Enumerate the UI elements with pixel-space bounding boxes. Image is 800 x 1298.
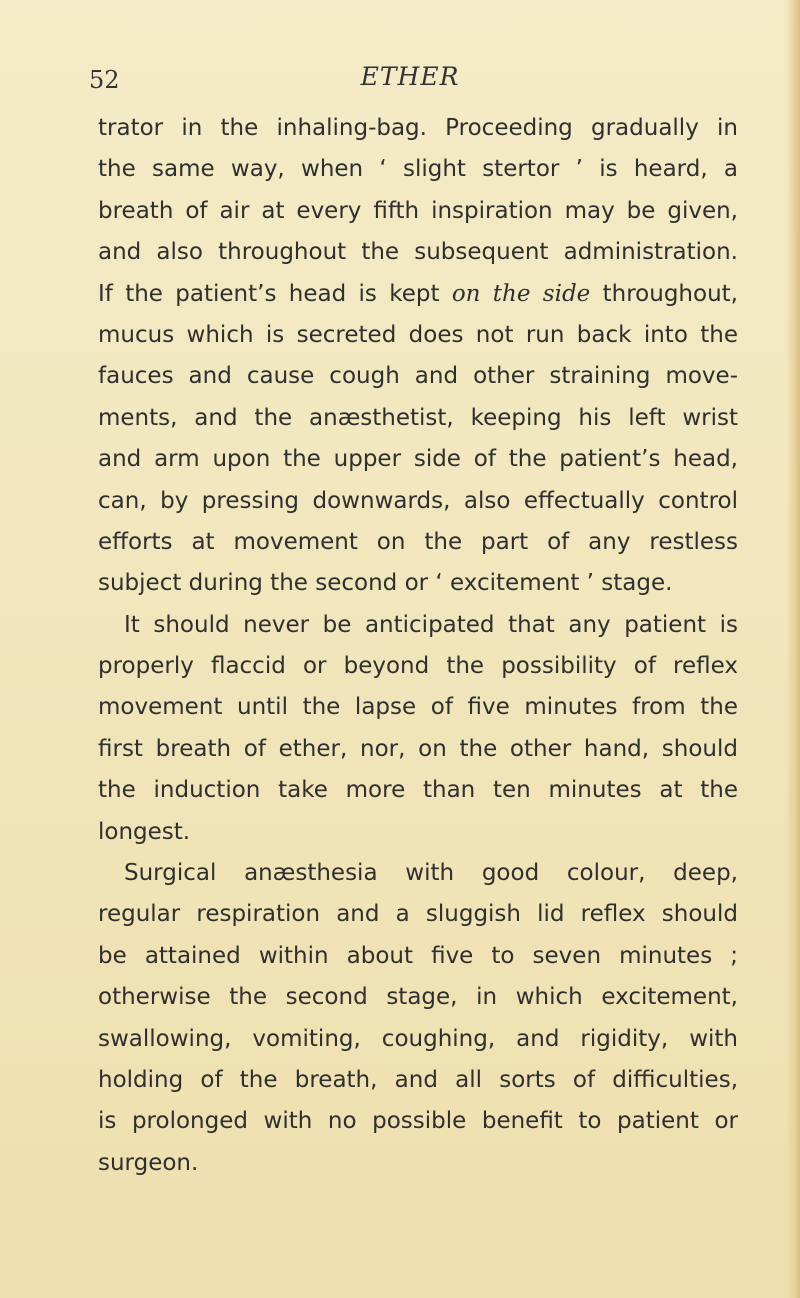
- running-head: ETHER: [360, 62, 460, 91]
- text-line: surgeon.: [98, 1149, 199, 1176]
- text-line: and also throughout the subsequent administration.: [98, 239, 738, 266]
- text-line: longest.: [98, 818, 191, 845]
- text-line: movement until the lapse of five minutes from the: [98, 694, 738, 721]
- text-line: holding of the breath, and all sorts of difficulties,: [98, 1066, 738, 1093]
- text-line: efforts at movement on the part of any restless: [98, 528, 738, 555]
- text-line: fauces and cause cough and other straining move-: [98, 363, 738, 390]
- text-line: mucus which is secreted does not run back into the: [98, 321, 738, 348]
- text-line: and arm upon the upper side of the patient’s head,: [98, 446, 738, 473]
- text-segment: throughout,: [590, 280, 738, 307]
- paragraph-start-line: It should never be anticipated that any patient is: [124, 611, 738, 638]
- text-line: is prolonged with no possible benefit to patient or: [98, 1108, 738, 1135]
- text-line: otherwise the second stage, in which excitement,: [98, 984, 738, 1011]
- text-line: the induction take more than ten minutes at the: [98, 777, 738, 804]
- italic-phrase: on the side: [451, 280, 591, 307]
- text-line: swallowing, vomiting, coughing, and rigidity, with: [98, 1025, 738, 1052]
- text-segment: If the patient’s head is kept: [98, 280, 452, 307]
- text-line: breath of air at every fifth inspiration may be given,: [98, 197, 738, 224]
- text-line: can, by pressing downwards, also effectually control: [98, 487, 738, 514]
- text-line: regular respiration and a sluggish lid reflex should: [98, 901, 738, 928]
- text-line: [98, 274, 738, 315]
- text-line: ments, and the anæsthetist, keeping his left wrist: [98, 404, 738, 431]
- body-text: [98, 108, 738, 1184]
- text-line: properly flaccid or beyond the possibility of reflex: [98, 653, 738, 680]
- text-line: trator in the inhaling-bag. Proceeding gradually in: [98, 115, 738, 141]
- text-line: be attained within about five to seven minutes ;: [98, 942, 738, 969]
- paragraph-start-line: Surgical anæsthesia with good colour, deep,: [124, 860, 738, 887]
- page-edge: [786, 0, 800, 1298]
- text-line: the same way, when ‘ slight stertor ’ is heard, a: [98, 156, 738, 183]
- text-line: first breath of ether, nor, on the other hand, should: [98, 735, 738, 762]
- text-line: subject during the second or ‘ excitement ’ stage.: [98, 570, 673, 597]
- page-header: [0, 62, 800, 102]
- page-number: 52: [89, 66, 120, 94]
